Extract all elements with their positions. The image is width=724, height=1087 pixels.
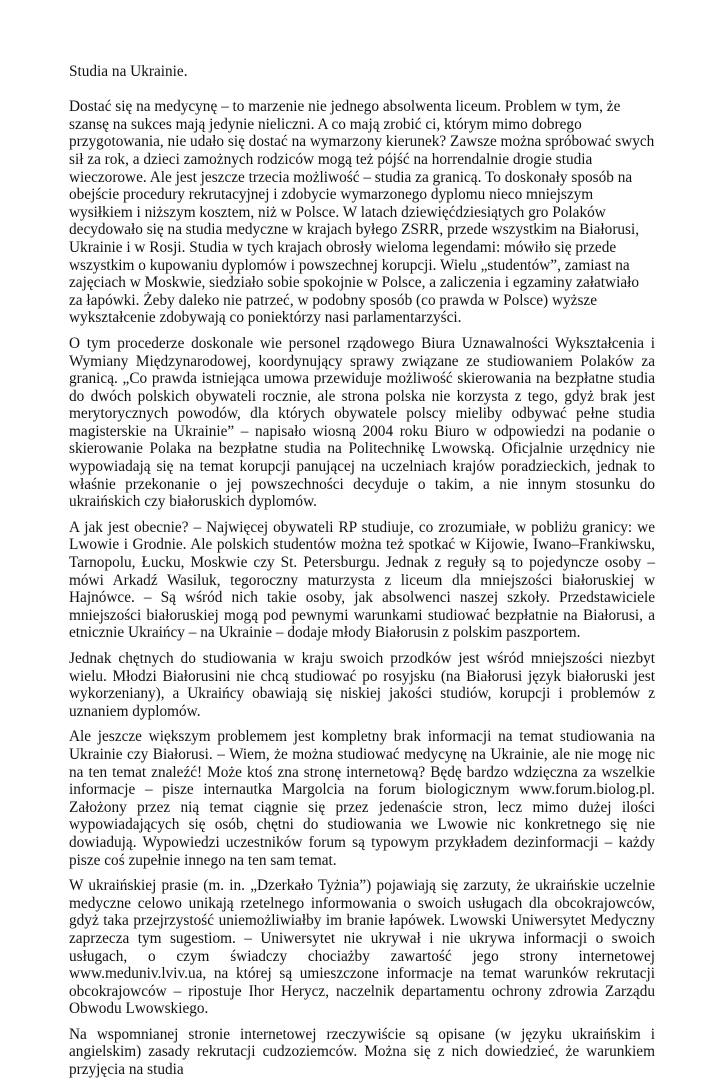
paragraph-6: W ukraińskiej prasie (m. in. „Dzerkało Tyżnia”) pojawiają się zarzuty, że ukraińskie uczelnie medyczne celowo unikają rzetelnego informowania o swoich usługach dla obcokrajowców, gdyż taka przejrzystość uniemożliwiałby im branie łapówek. Lwowski Uniwersytet Medyczny zaprzecza tym sugestiom. – Uniwersytet nie ukrywał i nie ukrywa informacji o swoich usługach, o czym świadczy chociażby zawartość jego strony internetowej www.meduniv.lviv.ua, na której są umieszczone informacje na temat warunków rekrutacji obcokrajowców – ripostuje Ihor Herycz, naczelnik departamentu ochrony zdrowia Zarządu Obwodu Lwowskiego. — [69, 877, 655, 1018]
paragraph-2: O tym procederze doskonale wie personel rządowego Biura Uznawalności Wykształcenia i Wymiany Międzynarodowej, koordynujący sprawy związane ze studiowaniem Polaków za granicą. „Co prawda istniejąca umowa przewiduje możliwość skierowania na bezpłatne studia do dwóch polskich obywateli rocznie, ale strona polska nie korzysta z tego, gdyż brak jest merytorycznych powodów, dla których obywatele polscy mieliby odbywać pełne studia magisterskie na Ukrainie” – napisało wiosną 2004 roku Biuro w odpowiedzi na podanie o skierowanie Polaka na bezpłatne studia na Politechnikę Lwowską. Oficjalnie urzędnicy nie wypowiadają się na temat korupcji panującej na uczelniach krajów poradzieckich, jednak to właśnie przekonanie o jej powszechności decyduje o takim, a nie innym stosunku do ukraińskich czy białoruskich dyplomów. — [69, 334, 655, 511]
paragraph-4: Jednak chętnych do studiowania w kraju swoich przodków jest wśród mniejszości niezbyt wielu. Młodzi Białorusini nie chcą studiować po rosyjsku (na Białorusi język białoruski jest wykorzeniany), a Ukraińcy obawiają się niskiej jakości studiów, korupcji i problemów z uznaniem dyplomów. — [69, 650, 655, 720]
paragraph-1: Dostać się na medycynę – to marzenie nie jednego absolwenta liceum. Problem w tym, że szansę na sukces mają jedynie nieliczni. A co mają zrobić ci, którym mimo dobrego przygotowania, nie udało się dostać na wymarzony kierunek? Zawsze można spróbować swych sił za rok, a dzieci zamożnych rodziców mogą też pójść na horrendalnie drogie studia wieczorowe. Ale jest jeszcze trzecia możliwość – studia za granicą. To doskonały sposób na obejście procedury rekrutacyjnej i zdobycie wymarzonego dyplomu nieco mniejszym wysiłkiem i niższym kosztem, niż w Polsce. W latach dziewięćdziesiątych gro Polaków decydowało się na studia medyczne w krajach byłego ZSRR, przede wszystkim na Białorusi, Ukrainie i w Rosji. Studia w tych krajach obrosły wieloma legendami: mówiło się przede wszystkim o kupowaniu dyplomów i powszechnej korupcji. Wielu „studentów”, zamiast na zajęciach w Moskwie, siedziało sobie spokojnie w Polsce, a zaliczenia i egzaminy załatwiało za łapówki. Żeby daleko nie patrzeć, w podobny sposób (co prawda w Polsce) wyższe wykształcenie zdobywają co poniektórzy nasi parlamentarzyści. — [69, 98, 655, 327]
paragraph-5: Ale jeszcze większym problemem jest kompletny brak informacji na temat studiowania na Ukrainie czy Białorusi. – Wiem, że można studiować medycynę na Ukrainie, ale nie mogę nic na ten temat znaleźć! Może ktoś zna stronę internetową? Będę bardzo wdzięczna za wszelkie informacje – pisze internautka Margolcia na forum biologicznym www.forum.biolog.pl. Założony przez nią temat ciągnie się przez jedenaście stron, lecz mimo dużej ilości wypowiadających się osób, chętni do studiowania we Lwowie nic konkretnego się nie dowiadują. Wypowiedzi uczestników forum są typowym przykładem dezinformacji – każdy pisze coś zupełnie innego na ten sam temat. — [69, 728, 655, 869]
paragraph-7: Na wspomnianej stronie internetowej rzeczywiście są opisane (w języku ukraińskim i angielskim) zasady rekrutacji cudzoziemców. Można się z nich dowiedzieć, że warunkiem przyjęcia na studia — [69, 1025, 655, 1079]
paragraph-3: A jak jest obecnie? – Najwięcej obywateli RP studiuje, co zrozumiałe, w pobliżu granicy: we Lwowie i Grodnie. Ale polskich studentów można też spotkać w Kijowie, Iwano–Frankiwsku, Tarnopolu, Łucku, Moskwie czy St. Petersburgu. Jednak z reguły są to pojedyncze osoby – mówi Arkadź Wasiluk, tegoroczny maturzysta z liceum dla mniejszości białoruskiej w Hajnówce. – Są wśród nich takie osoby, jak absolwenci naszej szkoły. Przedstawiciele mniejszości białoruskiej mogą pod pewnymi warunkami studiować bezpłatnie na Białorusi, a etnicznie Ukraińcy – na Ukrainie – dodaje młody Białorusin z polskim paszportem. — [69, 518, 655, 642]
document-page — [69, 63, 655, 1087]
document-title: Studia na Ukrainie. — [69, 63, 188, 80]
